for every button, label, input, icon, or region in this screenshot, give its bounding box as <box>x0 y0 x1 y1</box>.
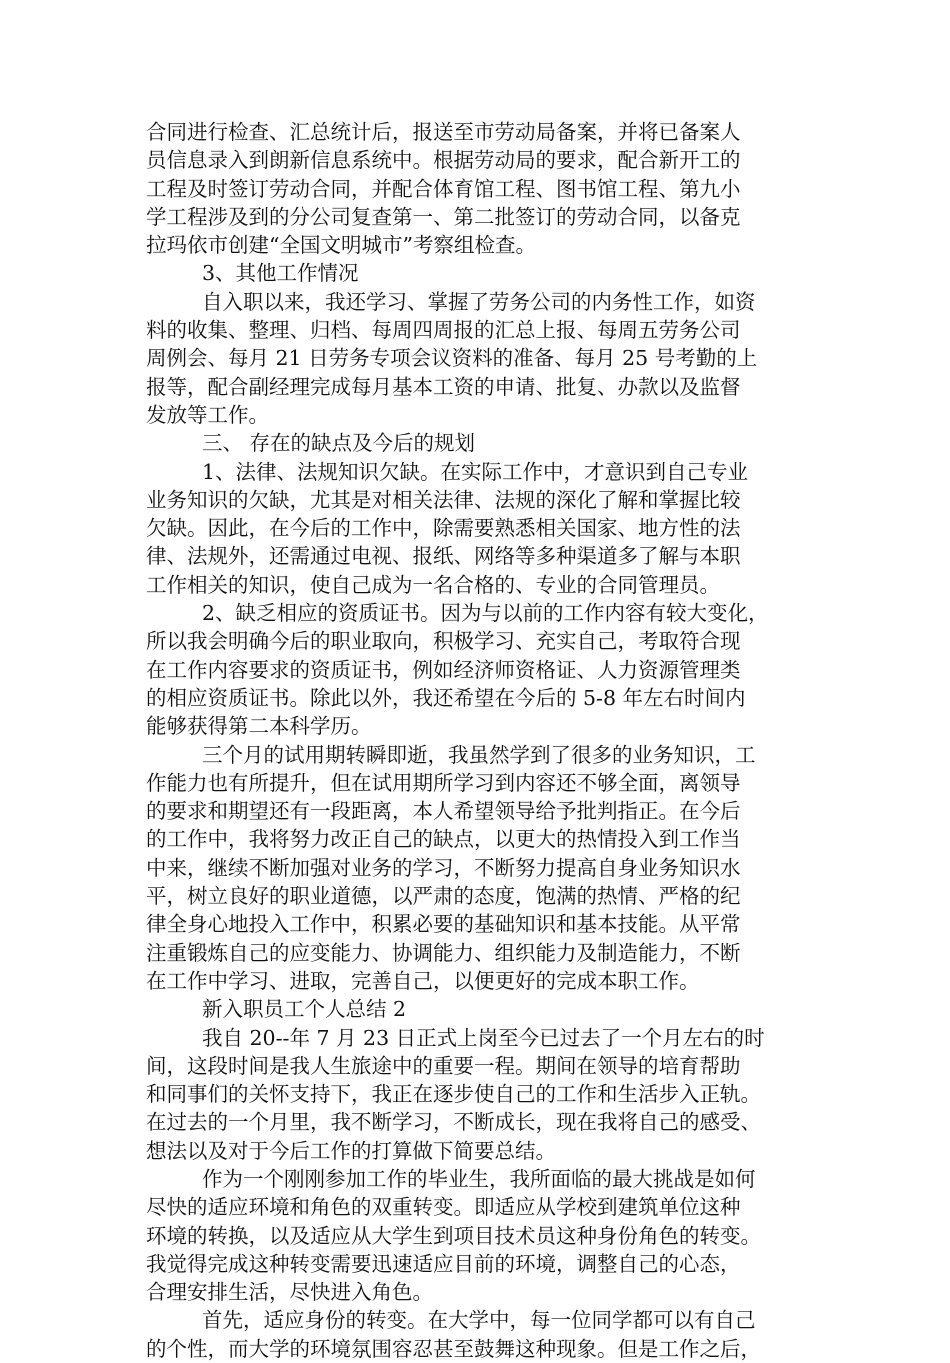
text-line: 和同事们的关怀支持下，我正在逐步使自己的工作和生活步入正轨。 <box>146 1082 761 1107</box>
text-line: 的要求和期望还有一段距离，本人希望领导给予批判指正。在今后 <box>146 799 741 824</box>
text-line: 平，树立良好的职业道德，以严肃的态度，饱满的热情、严格的纪 <box>146 884 741 909</box>
text-line: 在工作中学习、进取，完善自己，以便更好的完成本职工作。 <box>146 968 700 993</box>
text-line: 拉玛依市创建“全国文明城市”考察组检查。 <box>146 233 536 258</box>
text-line: 律全身心地投入工作中，积累必要的基础知识和基本技能。从平常 <box>146 912 741 937</box>
text-line: 我觉得完成这种转变需要迅速适应目前的环境，调整自己的心态， <box>146 1251 741 1276</box>
text-line: 作能力也有所提升，但在试用期所学习到内容还不够全面，离领导 <box>146 770 741 795</box>
text-line: 作为一个刚刚参加工作的毕业生，我所面临的最大挑战是如何 <box>202 1166 756 1191</box>
text-line: 注重锻炼自己的应变能力、协调能力、组织能力及制造能力，不断 <box>146 940 741 965</box>
text-line: 员信息录入到朗新信息系统中。根据劳动局的要求，配合新开工的 <box>146 148 741 173</box>
text-line: 新入职员工个人总结 2 <box>202 997 407 1022</box>
text-line: 中来，继续不断加强对业务的学习，不断努力提高自身业务知识水 <box>146 855 741 880</box>
text-line: 首先，适应身份的转变。在大学中，每一位同学都可以有自己 <box>202 1308 756 1333</box>
text-line: 工作相关的知识，使自己成为一名合格的、专业的合同管理员。 <box>146 572 720 597</box>
text-line: 能够获得第二本科学历。 <box>146 714 372 739</box>
document-body <box>146 118 812 1363</box>
text-line: 的个性，而大学的环境氛围容忍甚至鼓舞这种现象。但是工作之后， <box>146 1336 761 1361</box>
text-line: 我自 20--年 7 月 23 日正式上岗至今已过去了一个月左右的时 <box>202 1025 765 1050</box>
text-line: 想法以及对于今后工作的打算做下简要总结。 <box>146 1138 556 1163</box>
text-line: 在过去的一个月里，我不断学习，不断成长，现在我将自己的感受、 <box>146 1110 761 1135</box>
text-line: 2、缺乏相应的资质证书。因为与以前的工作内容有较大变化， <box>202 601 769 626</box>
text-line: 3、其他工作情况 <box>202 261 359 286</box>
text-line: 的相应资质证书。除此以外，我还希望在今后的 5-8 年左右时间内 <box>146 685 746 710</box>
text-line: 所以我会明确今后的职业取向，积极学习、充实自己，考取符合现 <box>146 629 741 654</box>
text-line: 三、 存在的缺点及今后的规划 <box>202 431 476 456</box>
text-line: 合同进行检查、汇总统计后，报送至市劳动局备案，并将已备案人 <box>146 120 741 144</box>
text-line: 合理安排生活，尽快进入角色。 <box>146 1280 433 1305</box>
text-line: 在工作内容要求的资质证书，例如经济师资格证、人力资源管理类 <box>146 657 741 682</box>
text-line: 的工作中，我将努力改正自己的缺点，以更大的热情投入到工作当 <box>146 827 741 852</box>
text-line: 料的收集、整理、归档、每周四周报的汇总上报、每周五劳务公司 <box>146 318 741 343</box>
text-line: 尽快的适应环境和角色的双重转变。即适应从学校到建筑单位这种 <box>146 1195 741 1220</box>
text-line: 欠缺。因此，在今后的工作中，除需要熟悉相关国家、地方性的法 <box>146 516 741 541</box>
text-line: 三个月的试用期转瞬即逝，我虽然学到了很多的业务知识，工 <box>202 742 756 767</box>
text-line: 环境的转换，以及适应从大学生到项目技术员这种身份角色的转变。 <box>146 1223 761 1248</box>
text-line: 报等，配合副经理完成每月基本工资的申请、批复、办款以及监督 <box>146 374 741 399</box>
text-line: 业务知识的欠缺，尤其是对相关法律、法规的深化了解和掌握比较 <box>146 487 741 512</box>
text-line: 周例会、每月 21 日劳务专项会议资料的准备、每月 25 号考勤的上 <box>146 346 758 371</box>
text-line: 间，这段时间是我人生旅途中的重要一程。期间在领导的培育帮助 <box>146 1053 741 1078</box>
text-line: 自入职以来，我还学习、掌握了劳务公司的内务性工作，如资 <box>202 289 756 314</box>
text-line: 1、法律、法规知识欠缺。在实际工作中，才意识到自己专业 <box>202 459 749 484</box>
text-line: 律、法规外，还需通过电视、报纸、网络等多种渠道多了解与本职 <box>146 544 741 569</box>
text-line: 学工程涉及到的分公司复查第一、第二批签订的劳动合同，以备克 <box>146 204 741 229</box>
text-line: 发放等工作。 <box>146 402 269 427</box>
text-line: 工程及时签订劳动合同，并配合体育馆工程、图书馆工程、第九小 <box>146 176 741 201</box>
